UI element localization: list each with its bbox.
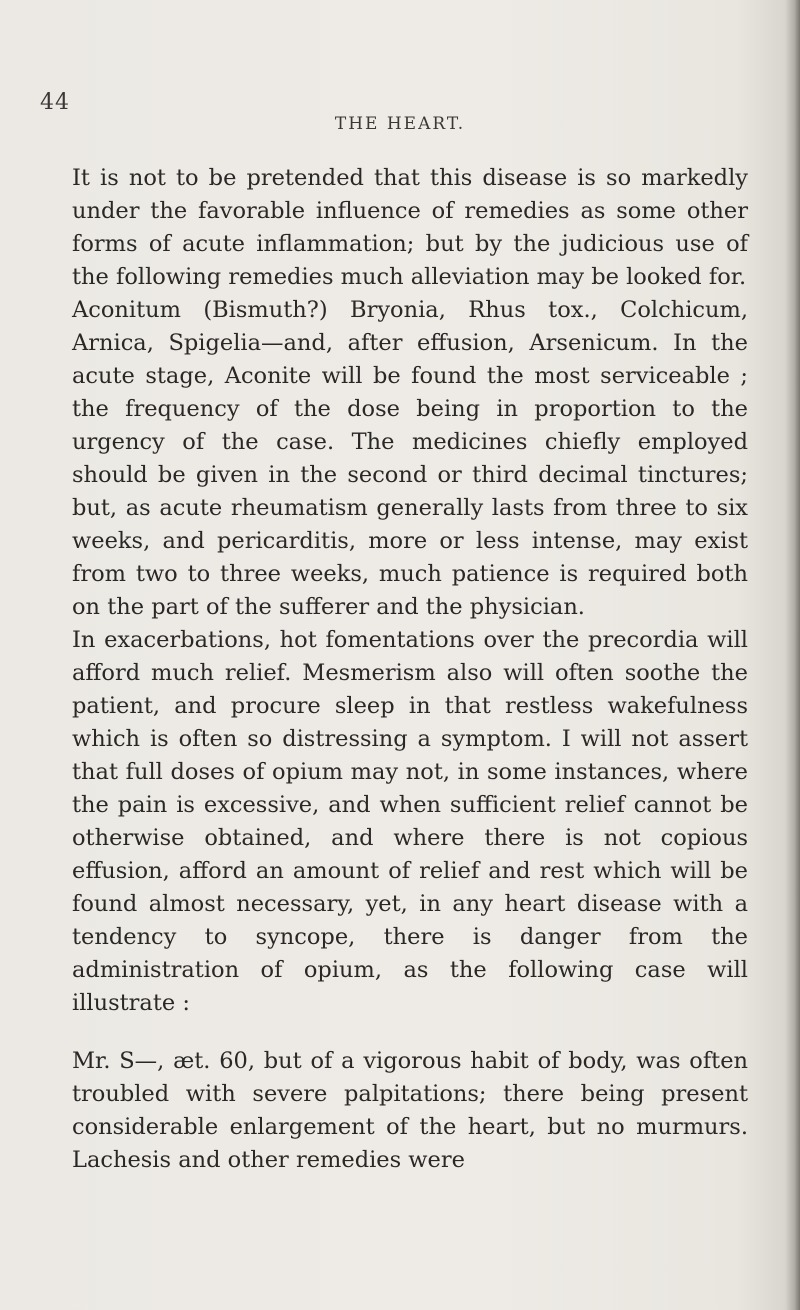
page-edge-shadow (786, 0, 800, 1310)
paragraph-intro: It is not to be pretended that this disease is so markedly under the favorable influence of remedies as some other forms of acute inflammation; but by the judicious use of the following remedies much alleviation may be looked for. (72, 165, 748, 290)
body-text (72, 162, 748, 1177)
paragraph-case: Mr. S—, æt. 60, but of a vigorous habit of body, was often troubled with severe palpitations; there being present considerable enlargement of the heart, but no murmurs. Lachesis and other remedies were (72, 1048, 748, 1173)
page-number: 44 (40, 90, 70, 115)
paragraph-exacerbations: In exacerbations, hot fomentations over the precordia will afford much relief. Mesmerism also will often soothe the patient, and procure sleep in that restless wakefulness which is often so distressing a symptom. I will not assert that full doses of opium may not, in some instances, where the pain is excessive, and when sufficient relief cannot be otherwise obtained, and where there is not copious effusion, afford an amount of relief and rest which will be found almost necessary, yet, in any heart disease with a tendency to syncope, there is danger from the administration of opium, as the following case will illustrate : (72, 627, 748, 1016)
paragraph-remedies: Aconitum (Bismuth?) Bryonia, Rhus tox., Colchicum, Arnica, Spigelia—and, after effusion, Arsenicum. In the acute stage, Aconite will be found the most serviceable ; the frequency of the dose being in proportion to the urgency of the case. The medicines chiefly employed should be given in the second or third decimal tinctures; but, as acute rheumatism generally lasts from three to six weeks, and pericarditis, more or less intense, may exist from two to three weeks, much patience is required both on the part of the sufferer and the physician. (72, 297, 748, 620)
running-head: THE HEART. (334, 114, 466, 134)
